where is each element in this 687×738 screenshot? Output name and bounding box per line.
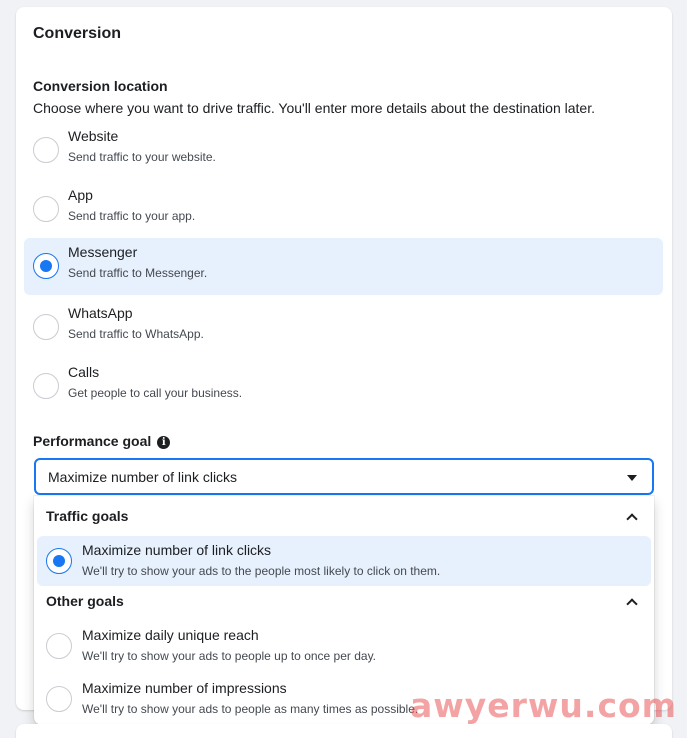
option-label: App	[68, 187, 93, 203]
option-whatsapp[interactable]	[24, 299, 663, 356]
option-label: Calls	[68, 364, 100, 380]
chevron-up-icon[interactable]	[626, 598, 637, 609]
option-description: Send traffic to Messenger.	[68, 266, 208, 280]
daily-reach-radio[interactable]	[46, 633, 72, 659]
option-description: Send traffic to your website.	[68, 150, 216, 164]
performance-goal-label: Performance goal	[33, 433, 152, 449]
option-label: Maximize number of link clicks	[82, 542, 272, 558]
option-label: WhatsApp	[68, 305, 133, 321]
option-description: We'll try to show your ads to the people most likely to click on them.	[82, 564, 441, 578]
conversion-card	[16, 7, 672, 716]
caret-down-icon	[627, 475, 637, 481]
link-clicks-radio[interactable]	[46, 548, 72, 574]
option-label: Maximize daily unique reach	[82, 627, 259, 643]
chevron-up-icon[interactable]	[626, 513, 637, 524]
option-website[interactable]	[24, 122, 663, 179]
performance-goal-heading	[33, 433, 170, 449]
card-title: Conversion	[33, 25, 122, 42]
option-calls[interactable]	[24, 358, 663, 415]
conversion-location-description: Choose where you want to drive traffic. You'll enter more details about the destination later.	[33, 100, 595, 116]
option-description: Get people to call your business.	[68, 386, 243, 400]
messenger-radio[interactable]	[33, 253, 59, 279]
performance-goal-select[interactable]	[34, 458, 654, 495]
option-description: We'll try to show your ads to people as many times as possible.	[82, 702, 419, 716]
option-label: Messenger	[68, 244, 138, 260]
conversion-location-label: Conversion location	[33, 78, 168, 94]
info-icon[interactable]: i	[157, 436, 170, 449]
next-card	[16, 724, 672, 738]
option-description: Send traffic to WhatsApp.	[68, 327, 204, 341]
option-label: Maximize number of impressions	[82, 680, 287, 696]
option-description: We'll try to show your ads to people up to once per day.	[82, 649, 377, 663]
calls-radio[interactable]	[33, 373, 59, 399]
option-app[interactable]	[24, 181, 663, 238]
option-link-clicks[interactable]	[37, 536, 651, 586]
option-description: Send traffic to your app.	[68, 209, 196, 223]
option-daily-unique-reach[interactable]	[37, 621, 651, 671]
website-radio[interactable]	[33, 137, 59, 163]
traffic-goals-heading: Traffic goals	[46, 508, 129, 524]
app-radio[interactable]	[33, 196, 59, 222]
whatsapp-radio[interactable]	[33, 314, 59, 340]
option-label: Website	[68, 128, 119, 144]
watermark-text: awyerwu.com	[410, 686, 678, 725]
select-value: Maximize number of link clicks	[48, 469, 238, 485]
impressions-radio[interactable]	[46, 686, 72, 712]
other-goals-heading: Other goals	[46, 593, 124, 609]
option-messenger[interactable]	[24, 238, 663, 295]
